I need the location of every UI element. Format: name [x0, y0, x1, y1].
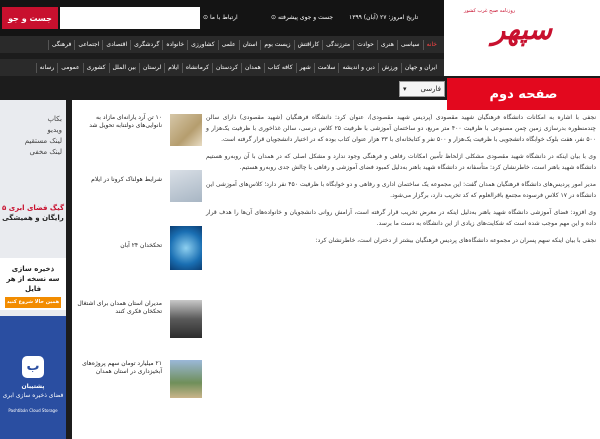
nav-item[interactable]: زیست بوم — [260, 40, 293, 50]
nav-item[interactable]: اقتصادی — [102, 40, 130, 50]
article-paragraph: مدیر امور پردیس‌های دانشگاه فرهنگیان همدان گفت: این مجموعه یک ساختمان اداری و رفاهی و دو خوابگاه با ظرفیت ۴۵۰ نفر دارد؛ کلاس‌های آموزشی این دانشگاه در ۱۷ کلاس فرسوده مجتمع باقرالعلوم که کد تخریب دارد، برگزار می‌شود. — [206, 181, 596, 199]
site-logo[interactable] — [444, 0, 600, 58]
nav-item[interactable]: لرستان — [139, 63, 164, 73]
section-title: صفحه دوم — [447, 78, 600, 110]
nav-item[interactable]: کشاورزی — [187, 40, 217, 50]
article-paragraph: وی با بیان اینکه در دانشگاه شهید مقصودی مشکلی ازلحاظ تأمین امکانات رفاهی و فرهنگی وجود ندارد و مشکل اصلی که در همدان با آن روبه‌رو هستیم دانشگاه شهید باهنر است، خاطرنشان کرد: متأسفانه در دانشگاه شهید باهنر به‌دلیل کمبود فضای آموزشی و رفاهی با چالش جدی روبه‌رو هستیم. — [206, 153, 596, 171]
nav-item[interactable]: حوادث — [353, 40, 377, 50]
news-thumbnail[interactable] — [170, 170, 202, 202]
logo-text: سپهر — [491, 12, 553, 46]
nav-item[interactable]: رسانه — [36, 63, 58, 73]
search-button[interactable]: جست و جو — [2, 7, 58, 29]
nav-item[interactable]: اجتماعی — [74, 40, 102, 50]
link-icon: ⊙ — [203, 14, 210, 21]
logo-tagline: روزنامه صبح غرب کشور — [464, 8, 516, 14]
side-news-item[interactable]: ۲۱ میلیارد تومان سهم پروژه‌های آبخیزداری در استان همدان — [72, 360, 202, 398]
nav-item[interactable]: گردشگری — [130, 40, 162, 50]
main-nav-row-2 — [0, 59, 444, 76]
nav-item[interactable]: سیاسی — [397, 40, 423, 50]
news-thumbnail[interactable] — [170, 360, 202, 398]
left-link[interactable]: ویدیو — [47, 126, 62, 134]
today-date: تاریخ امروز: ۲۷ (آبان) ۱۳۹۹ — [349, 14, 419, 21]
side-news-item[interactable]: تحکخدان ۲۴ آبان — [72, 226, 202, 270]
search-icon: ⊙ — [271, 14, 278, 21]
side-news-item[interactable]: شرایط هولناک کرونا در ایلام — [72, 170, 202, 202]
nav-item[interactable]: استان — [239, 40, 261, 50]
nav-item[interactable]: کافه کتاب — [264, 63, 296, 73]
nav-item[interactable]: همدان — [241, 63, 264, 73]
nav-item[interactable]: عمومی — [57, 63, 82, 73]
nav-item[interactable]: کردستان — [212, 63, 241, 73]
app-icon: ب — [22, 356, 44, 378]
article-paragraph: نجفی با بیان اینکه سهم پسران در مجموعه دانشگاه‌های پردیس فرهنگیان بیشتر از دختران است، خاطرنشان کرد: — [315, 237, 596, 244]
advanced-search-link[interactable]: ⊙ جست و جوی پیشرفته — [271, 14, 334, 21]
nav-item[interactable]: فرهنگی — [48, 40, 74, 50]
left-link[interactable]: لینک مستقیم — [24, 137, 62, 145]
side-news-list — [72, 100, 202, 439]
nav-item[interactable]: خانواده — [162, 40, 187, 50]
left-link-list — [25, 114, 62, 158]
left-link[interactable]: لینک مخفی — [29, 148, 62, 156]
contact-link[interactable]: ⊙ ارتباط با ما — [203, 14, 238, 21]
search-input[interactable] — [60, 7, 200, 29]
article-paragraph: نجفی با اشاره به امکانات دانشگاه فرهنگیان شهید مقصودی (پردیس شهید مقصودی)، عنوان کرد: دانشگاه فرهنگیان (شهید مقصودی) دارای سالن چندمنظوره بدرسازی زمین چمن مصنوعی با ظرفیت ۴۰۰ متر مربع، دو ساختمان آموزشی با ظرفیت ۲۵ کلاس درسی، سالن غذاخوری با ظرفیت یک‌هزار و ۵۰۰ نفر، هفت بلوک خوابگاه دانشجویی با ظرفیت یک‌هزار و ۵۰۰ نفر و کتابخانه‌ای با ۳۳ هزار عنوان کتاب بوده که در اختیار دانشجویان قرار گرفته است. — [206, 114, 597, 143]
news-thumbnail[interactable] — [170, 114, 202, 146]
article-paragraph: وی افزود: فضای آموزشی دانشگاه شهید باهنر به‌دلیل اینکه در معرض تخریب قرار گرفته است، آرامش روانی دانشجویان و خانواده‌های آن‌ها را هدف قرار داده و این مهم موجب شده است که شکایت‌های زیادی از این دانشگاه به دست ما برسد. — [206, 209, 596, 227]
left-ad-column — [0, 100, 66, 439]
ad-start-button[interactable]: همین حالا شروع کنید — [5, 297, 61, 308]
news-thumbnail[interactable] — [170, 226, 202, 270]
nav-item[interactable]: بین الملل — [109, 63, 139, 73]
nav-item[interactable]: ورزش — [378, 63, 401, 73]
nav-item[interactable]: خانه — [423, 40, 440, 50]
nav-item[interactable]: کاراقتش — [294, 40, 323, 50]
article-body — [206, 112, 596, 439]
ad-app[interactable]: ب پشتیبان فضای ذخیره سازی ابری Pashtibán Cloud Storage — [0, 316, 66, 439]
nav-item[interactable]: علمی — [218, 40, 239, 50]
left-link[interactable]: بکاپ — [47, 115, 62, 123]
chevron-down-icon: ▾ — [403, 85, 407, 93]
nav-item[interactable]: کرمانشاه — [182, 63, 212, 73]
nav-item[interactable]: دین و اندیشه — [338, 63, 377, 73]
nav-item[interactable]: ایران و جهان — [401, 63, 440, 73]
nav-item[interactable]: ایلام — [164, 63, 182, 73]
nav-item[interactable]: هنری — [377, 40, 397, 50]
nav-item[interactable]: کشوری — [83, 63, 109, 73]
main-nav-row-1 — [0, 36, 444, 53]
ad-gig[interactable]: ۵ گیگ فضای ابری رایگان و همیشگی — [2, 204, 65, 222]
side-news-item[interactable]: مدیران استان همدان برای اشتغال تحکخان فکری کنند — [72, 300, 202, 338]
language-select[interactable]: ▾ فارسی — [399, 81, 445, 97]
ad-storage[interactable]: ذخیره سازی سه نسخه از هر فایل همین حالا شروع کنید — [0, 258, 66, 310]
nav-item[interactable]: سلامت — [314, 63, 339, 73]
nav-item[interactable]: مترزندگی — [322, 40, 353, 50]
nav-item[interactable]: شهر — [296, 63, 314, 73]
side-news-item[interactable]: ۱۰ تن آرد یارانه‌ای مازاد به نانوایی‌های دولتنابه تحویل شد — [72, 114, 202, 146]
news-thumbnail[interactable] — [170, 300, 202, 338]
